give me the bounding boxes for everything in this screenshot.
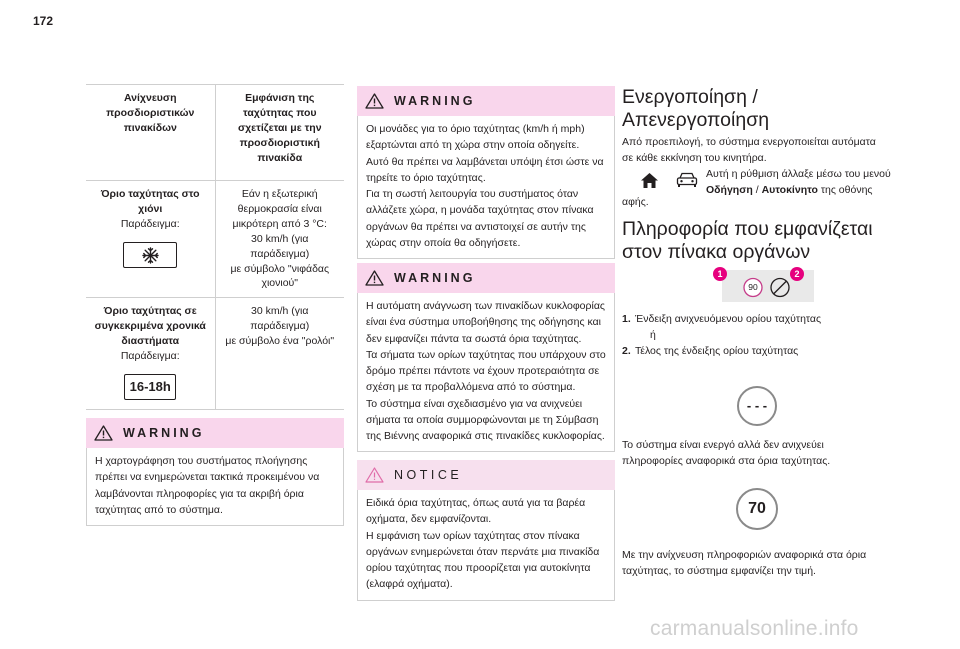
notice-box-special-limits [357,460,615,601]
notice-text-line: Η εμφάνιση των ορίων ταχύτητας στον πίνακα [366,529,580,542]
warning-triangle-icon [365,93,384,109]
warning-text-line: δρόμο πρέπει πάντοτε να έχουν προτεραιότητα σε [366,365,600,378]
detected-text-line: Με την ανίχνευση πληροφοριών αναφορικά στα όρια [622,549,867,561]
notice-text-line: οργάνων ενημερώνεται όταν περνάτε μια πινακίδα [366,545,600,558]
list-text: Τέλος της ένδειξης ορίου ταχύτητας [635,345,799,357]
home-icon [640,172,659,189]
row-time-description [215,298,344,410]
row-time-desc-line: παράδειγμα) [250,320,310,333]
warning-text-line: Οι μονάδες για το όριο ταχύτητας (km/h ή mph) [366,123,585,135]
warning-text-line: σήματα τα οποία συμμορφώνονται με τη Σύμβαση [366,413,599,426]
warning-triangle-icon [94,425,113,441]
warning-text-line: Για τη σωστή λειτουργία του συστήματος όταν [366,188,579,201]
activation-text-line: σε κάθε εκκίνηση του κινητήρα. [622,152,767,165]
active-text-line: Το σύστημα είναι ενεργό αλλά δεν ανιχνεύει [622,439,824,451]
warning-text-line: Τα σήματα των ορίων ταχύτητας που υπάρχουν στο [366,348,606,361]
table-header-detection: Ανίχνευση προσδιοριστικών πινακίδων [86,85,215,181]
row-snow-desc-line: 30 km/h (για [251,232,309,245]
active-no-detection-text [622,437,894,470]
speed-sign-table [86,84,344,410]
notice-text-line: ορίου ταχύτητας που προορίζεται για αυτοκίνητα [366,562,591,575]
warning-text-line: της Βιέννης αναφορικά στις πινακίδες κυκλοφορίας. [366,430,605,443]
notice-text-line: (ελαφρά οχήματα). [366,578,453,591]
warning-text-line: Το σύστημα είναι σχεδιασμένο για να ανιχνεύει [366,397,583,410]
warning-header [86,418,344,448]
row-snow-desc-line: θερμοκρασία είναι [237,202,322,215]
warning-body [357,293,615,452]
table-header-display: Εμφάνιση της ταχύτητας που σχετίζεται με την προσδιοριστική πινακίδα [215,85,344,181]
active-text-line: πληροφορίες αναφορικά στα όρια ταχύτητας. [622,455,831,468]
row-snow-desc-line: με σύμβολο "νιφάδας [230,262,330,275]
warning-title: WARNING [394,271,476,285]
activation-text-line: Από προεπιλογή, το σύστημα ενεργοποιείται αυτόματα [622,136,876,148]
row-time-example: Παράδειγμα: [120,350,180,363]
menu-driving-label: Οδήγηση [706,184,753,197]
warning-text-line: Η χαρτογράφηση του συστήματος πλοήγησης [95,455,308,467]
watermark: carmanualsonline.info [650,617,859,640]
row-time-title: Όριο ταχύτητας σε συγκεκριμένα χρονικά διαστήματα [94,305,206,348]
list-item-2 [622,343,894,359]
activation-text [622,134,894,167]
row-time-desc-line: 30 km/h (για [251,305,309,318]
callout-badge-1: 1 [713,267,727,281]
display-title-line: Πληροφορία που εμφανίζεται [622,218,873,240]
time-period-sign: 16-18h [124,374,176,400]
notice-header [357,460,615,490]
table-row-time [86,298,215,410]
snowflake-sign-icon [123,242,177,268]
menu-vehicle-label: Αυτοκίνητο [761,184,818,197]
warning-text-line: εξαρτώνται από τη χώρα στην οποία οδηγείτε. [366,139,580,152]
row-snow-title: Όριο ταχύτητας στο χιόνι [100,188,200,215]
speed-70-sign-icon: 70 [736,488,778,530]
warning-text-line: σχέση με τα προβαλλόμενα από το σύστημα. [366,381,576,394]
no-speed-info-sign-icon: - - - [737,386,777,426]
warning-box-units [357,86,615,259]
page-number: 172 [33,14,54,28]
warning-title: WARNING [394,94,476,108]
warning-header [357,86,615,116]
list-number: 1. [622,313,631,325]
notice-title: NOTICE [394,468,463,482]
list-number: 2. [622,345,631,357]
row-snow-desc-line: παράδειγμα) [250,247,310,260]
row-snow-desc-line: μικρότερη από 3 °C: [232,217,327,230]
settings-path-end: αφής. [622,196,649,208]
speed-limit-value: 90 [748,282,758,292]
warning-header [357,263,615,293]
warning-text-line: πρέπει να ενημερώνεται τακτικά προκειμένου να [95,471,320,484]
list-text: Ένδειξη ανιχνευόμενου ορίου ταχύτητας [635,313,822,325]
activation-title-line: Ενεργοποίηση / [622,86,758,108]
settings-path-rest: της οθόνης [817,184,873,197]
warning-text-line: Η αυτόματη ανάγνωση των πινακίδων κυκλοφορίας [366,300,605,312]
list-item-1 [622,311,894,327]
activation-title-line: Απενεργοποίηση [622,109,770,131]
notice-triangle-icon [365,467,384,483]
notice-text-line: Ειδικά όρια ταχύτητας, όπως αυτά για τα βαρέα [366,497,586,509]
list-or-text: ή [650,329,656,341]
warning-text-line: δεν εμφανίζει πάντα τα σωστά όρια ταχύτητας. [366,332,582,345]
warning-box-automatic-reading [357,263,615,452]
warning-body [86,448,344,526]
row-snow-description [215,181,344,298]
notice-text-line: οχήματα, δεν εμφανίζονται. [366,513,492,526]
notice-body [357,490,615,601]
row-time-desc-line: με σύμβολο ένα "ρολόι" [225,335,335,348]
warning-text-line: Αυτό θα πρέπει να λαμβάνεται υπόψη έτσι ώστε να [366,155,604,168]
warning-text-line: λαμβάνονται πληροφορίες για τα ακριβή όρια [95,487,304,500]
warning-body [357,116,615,259]
warning-text-line: είναι ένα σύστημα υποβοήθησης της οδήγησης και [366,316,602,329]
warning-text-line: ταχύτητας από το σύστημα. [95,503,223,516]
table-row-snow [86,181,215,298]
car-icon [675,171,699,189]
detected-limit-text [622,547,894,580]
settings-path-line: Αυτή η ρύθμιση άλλαξε μέσω του μενού [706,168,891,180]
menu-separator: / [752,184,762,197]
warning-text-line: τηρείτε το όριο ταχύτητας. [366,171,486,184]
warning-text-line: χώρας στην οποία θα οδηγήσετε. [366,236,521,249]
callout-badge-2: 2 [790,267,804,281]
row-snow-desc-line: Εάν η εξωτερική [241,188,318,200]
warning-text-line: οργάνων θα πρέπει να αντιστοιχεί σε αυτήν της [366,220,586,233]
row-snow-example: Παράδειγμα: [120,217,180,230]
warning-box-map-update [86,418,344,526]
row-snow-desc-line: χιονιού" [261,277,299,290]
warning-triangle-icon [365,270,384,286]
warning-text-line: αλλάζετε χώρα, η μονάδα ταχύτητας στον πίνακα [366,204,594,217]
activation-title [622,86,769,132]
detected-text-line: ταχύτητας, το σύστημα εμφανίζει την τιμή. [622,565,816,578]
display-title-line: στον πίνακα οργάνων [622,241,811,263]
warning-title: WARNING [123,426,205,440]
display-title [622,218,873,264]
